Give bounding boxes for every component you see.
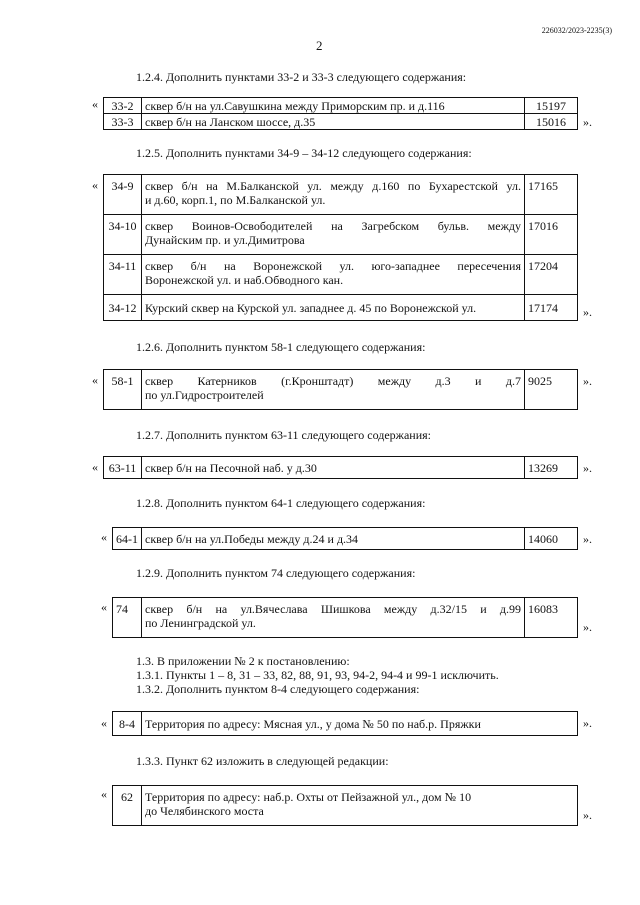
row-number: 33-2 (104, 98, 142, 114)
row-number: 33-3 (104, 114, 142, 130)
table-row (104, 215, 578, 255)
row-name (142, 598, 525, 638)
section-1-2-7-heading: 1.2.7. Дополнить пунктом 63-11 следующего содержания: (136, 428, 431, 442)
table-row (104, 457, 578, 479)
table-row (113, 528, 578, 550)
quote-open: « (101, 787, 107, 801)
row-name: Курский сквер на Курской ул. западнее д. 45 по Воронежской ул. (142, 295, 525, 321)
document-number: 226032/2023-2235(3) (541, 26, 612, 35)
row-number: 34-12 (104, 295, 142, 321)
row-name (142, 255, 525, 295)
row-name (142, 786, 578, 826)
row-code: 17165 (525, 175, 578, 215)
row-name (142, 175, 525, 215)
row-name-line1: сквер б/н на ул.Вячеслава Шишкова между д.32/15 и д.99 (145, 602, 521, 616)
quote-open: « (92, 97, 98, 111)
section-1-3-line: 1.3. В приложении № 2 к постановлению: (136, 654, 350, 668)
section-1-2-9-heading: 1.2.9. Дополнить пунктом 74 следующего содержания: (136, 566, 416, 580)
row-name-line1: Территория по адресу: наб.р. Охты от Пейзажной ул., дом № 10 (145, 790, 472, 804)
table-row (104, 98, 578, 114)
row-number: 58-1 (104, 370, 142, 410)
row-name: сквер б/н на Ланском шоссе, д.35 (142, 114, 525, 130)
row-name-line2: и д.60, корп.1, по М.Балканской ул. (145, 193, 326, 207)
section-1-2-6-heading: 1.2.6. Дополнить пунктом 58-1 следующего содержания: (136, 340, 426, 354)
quote-close: ». (583, 808, 592, 822)
row-name: сквер б/н на Песочной наб. у д.30 (142, 457, 525, 479)
row-number: 34-9 (104, 175, 142, 215)
quote-open: « (101, 716, 107, 730)
row-code: 9025 (525, 370, 578, 410)
quote-close: ». (583, 305, 592, 319)
table-1-2-4 (103, 97, 578, 130)
quote-close: ». (583, 115, 592, 129)
row-number: 8-4 (113, 712, 142, 736)
table-row (104, 295, 578, 321)
quote-open: « (92, 460, 98, 474)
row-name-line1: сквер Воинов-Освободителей на Загребском бульв. между (145, 219, 521, 233)
row-code: 15016 (525, 114, 578, 130)
row-name-line2: до Челябинского моста (145, 804, 264, 818)
table-row (104, 370, 578, 410)
section-1-3-1-line: 1.3.1. Пункты 1 – 8, 31 – 33, 82, 88, 91, 93, 94-2, 94-4 и 99-1 исключить. (136, 668, 499, 682)
row-code: 17016 (525, 215, 578, 255)
row-code: 14060 (525, 528, 578, 550)
row-name (142, 215, 525, 255)
row-code: 15197 (525, 98, 578, 114)
section-1-2-8-heading: 1.2.8. Дополнить пунктом 64-1 следующего содержания: (136, 496, 426, 510)
quote-close: ». (583, 532, 592, 546)
table-row (113, 786, 578, 826)
row-code: 16083 (525, 598, 578, 638)
section-1-2-4-heading: 1.2.4. Дополнить пунктами 33-2 и 33-3 следующего содержания: (136, 70, 467, 84)
table-1-2-5 (103, 174, 578, 321)
row-code: 17204 (525, 255, 578, 295)
quote-open: « (92, 178, 98, 192)
quote-close: ». (583, 374, 592, 388)
row-number: 62 (113, 786, 142, 826)
quote-open: « (101, 600, 107, 614)
row-name: сквер б/н на ул.Савушкина между Приморским пр. и д.116 (142, 98, 525, 114)
table-1-3-3 (112, 785, 578, 826)
row-name-line1: сквер б/н на Воронежской ул. юго-западнее пересечения (145, 259, 521, 273)
row-number: 64-1 (113, 528, 142, 550)
table-row (104, 255, 578, 295)
section-1-3-3-heading: 1.3.3. Пункт 62 изложить в следующей редакции: (136, 754, 389, 768)
row-number: 74 (113, 598, 142, 638)
table-row (104, 175, 578, 215)
row-number: 34-10 (104, 215, 142, 255)
row-name-line1: сквер б/н на М.Балканской ул. между д.160 по Бухарестской ул. (145, 179, 521, 193)
row-name: сквер б/н на ул.Победы между д.24 и д.34 (142, 528, 525, 550)
quote-close: ». (583, 716, 592, 730)
row-name: Территория по адресу: Мясная ул., у дома № 50 по наб.р. Пряжки (142, 712, 578, 736)
table-row (104, 114, 578, 130)
row-name-line1: сквер Катерников (г.Кронштадт) между д.3 и д.7 (145, 374, 521, 388)
row-name (142, 370, 525, 410)
row-number: 34-11 (104, 255, 142, 295)
section-1-3-2-line: 1.3.2. Дополнить пунктом 8-4 следующего содержания: (136, 682, 420, 696)
row-number: 63-11 (104, 457, 142, 479)
quote-close: ». (583, 461, 592, 475)
row-name-line2: Дунайским пр. и ул.Димитрова (145, 233, 305, 247)
table-1-2-9 (112, 597, 578, 638)
row-code: 13269 (525, 457, 578, 479)
table-row (113, 598, 578, 638)
table-1-3-2 (112, 711, 578, 736)
row-name-line2: Воронежской ул. и наб.Обводного кан. (145, 273, 344, 287)
quote-close: ». (583, 620, 592, 634)
table-1-2-7 (103, 456, 578, 479)
quote-open: « (101, 530, 107, 544)
row-code: 17174 (525, 295, 578, 321)
table-row (113, 712, 578, 736)
row-name-line2: по Ленинградской ул. (145, 616, 256, 630)
section-1-2-5-heading: 1.2.5. Дополнить пунктами 34-9 – 34-12 следующего содержания: (136, 146, 472, 160)
page-number: 2 (316, 38, 323, 53)
row-name-line2: по ул.Гидростроителей (145, 388, 264, 402)
table-1-2-6 (103, 369, 578, 410)
table-1-2-8 (112, 527, 578, 550)
quote-open: « (92, 373, 98, 387)
